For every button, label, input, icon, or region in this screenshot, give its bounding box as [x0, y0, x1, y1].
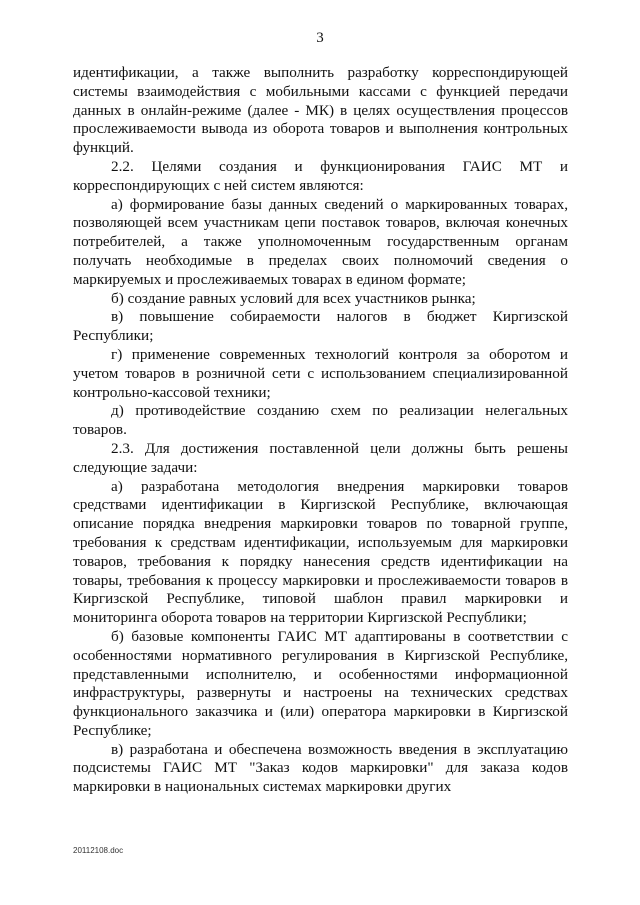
paragraph-2-2-a: а) формирование базы данных сведений о маркированных товарах, позволяющей всем участникам цепи поставок товаров, включая конечных потребителей, а также уполномоченным государственным органам получать необходимые в пределах своих полномочий сведения о маркируемых и прослеживаемых товарах в едином формате; [73, 195, 568, 288]
document-body [73, 64, 568, 797]
paragraph-2-2-v: в) повышение собираемости налогов в бюджет Киргизской Республики; [73, 308, 568, 345]
paragraph-2-3-v: в) разработана и обеспечена возможность введения в эксплуатацию подсистемы ГАИС МТ "Заказ кодов маркировки" для заказа кодов маркировки в национальных системах маркировки других [73, 740, 568, 796]
paragraph-2-2-g: г) применение современных технологий контроля за оборотом и учетом товаров в розничной сети с использованием специализированной контрольно-кассовой техники; [73, 345, 568, 401]
paragraph-continuation: идентификации, а также выполнить разработку корреспондирующей системы взаимодействия с мобильными кассами с функцией передачи данных в онлайн-режиме (далее - МК) в целях осуществления процессов прослеживаемости вывода из оборота товаров и выполнения контрольных функций. [73, 64, 568, 157]
file-name-footer: 20112108.doc [73, 846, 124, 855]
paragraph-2-2-b: б) создание равных условий для всех участников рынка; [111, 289, 476, 307]
paragraph-2-2-d: д) противодействие созданию схем по реализации нелегальных товаров. [73, 402, 568, 439]
paragraph-2-2: 2.2. Целями создания и функционирования ГАИС МТ и корреспондирующих с ней систем являются: [73, 157, 568, 194]
paragraph-2-3-a: а) разработана методология внедрения маркировки товаров средствами идентификации в Киргизской Республике, включающая описание порядка внедрения маркировки товаров по товарной группе, требования к средствам идентификации, используемым для маркировки товаров, требования к порядку нанесения средств идентификации на товары, требования к процессу маркировки и прослеживаемости товаров в Киргизской Республике, типовой шаблон правил маркировки и мониторинга оборота товаров на территории Киргизской Республики; [73, 477, 568, 627]
page-number: 3 [316, 30, 324, 46]
paragraph-2-3-b: б) базовые компоненты ГАИС МТ адаптированы в соответствии с особенностями нормативного регулирования в Киргизской Республике, представленными исполнителю, и особенностями информационной инфраструктуры, развернуты и настроены на технических средствах функционального заказчика и (или) оператора маркировки в Киргизской Республике; [73, 627, 568, 739]
paragraph-2-3: 2.3. Для достижения поставленной цели должны быть решены следующие задачи: [73, 439, 568, 476]
